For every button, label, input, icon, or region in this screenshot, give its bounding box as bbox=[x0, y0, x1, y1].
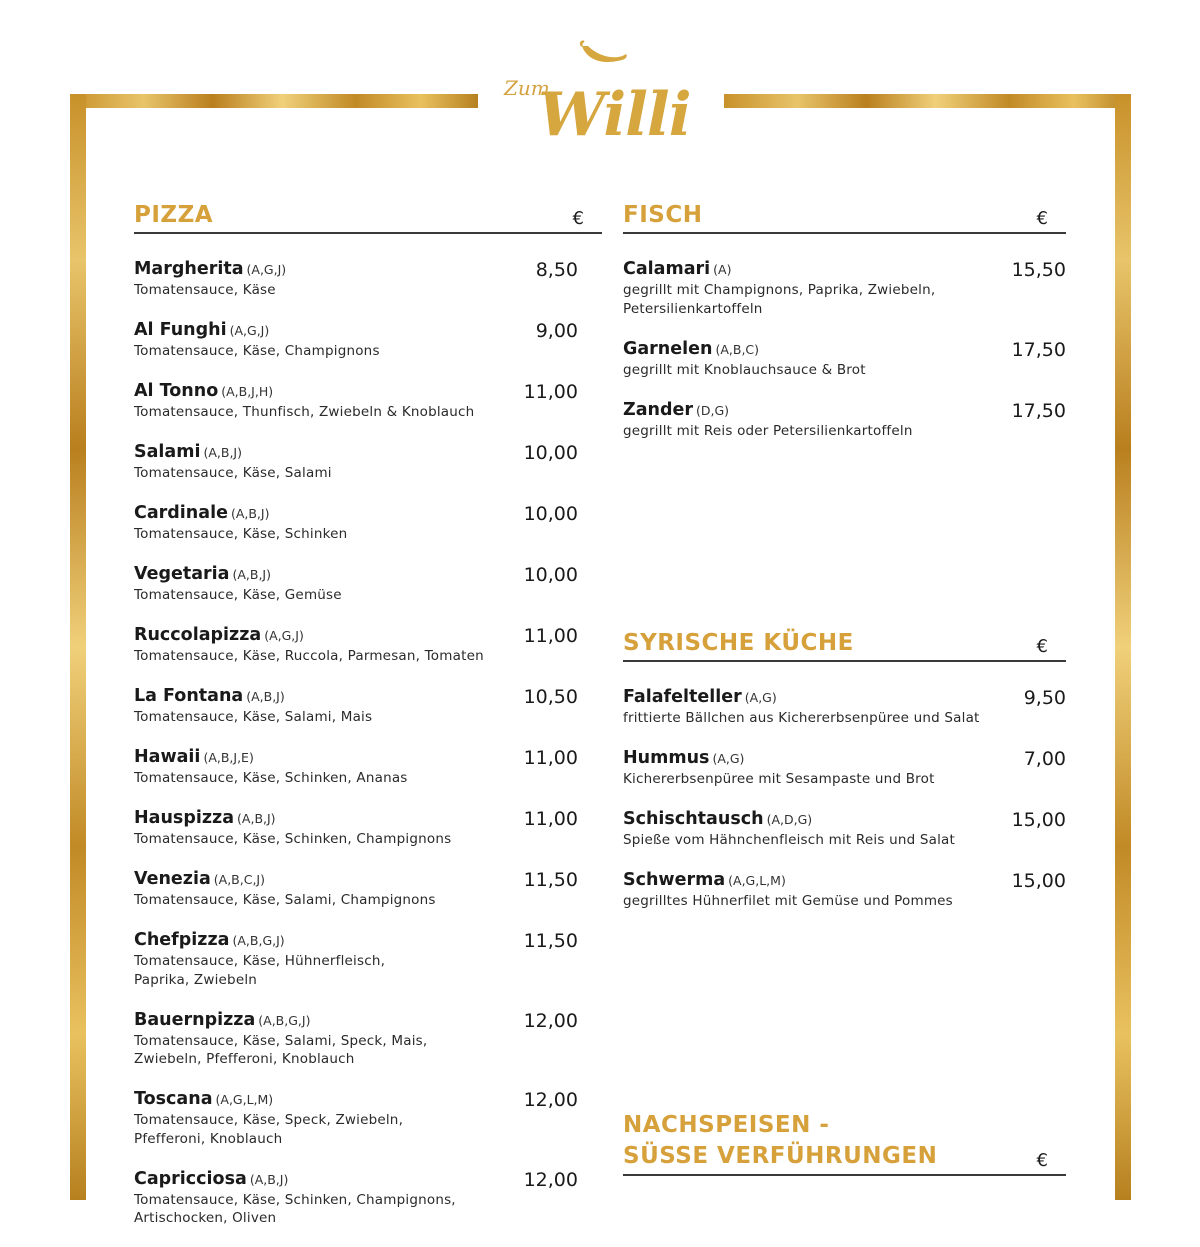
gold-frame-left bbox=[70, 94, 86, 1200]
menu-item bbox=[134, 1009, 578, 1069]
menu-item-name-line bbox=[134, 563, 578, 586]
pizza-title: PIZZA bbox=[134, 202, 214, 228]
nachspeisen-title-line2: SÜSSE VERFÜHRUNGEN bbox=[623, 1143, 938, 1169]
logo-willi-text: Willi bbox=[538, 80, 691, 150]
menu-item-price: 7,00 bbox=[1023, 748, 1066, 770]
gold-frame-top-left bbox=[70, 94, 478, 108]
currency-label: € bbox=[1036, 208, 1048, 229]
nachspeisen-header bbox=[623, 1104, 1066, 1176]
menu-item-price: 10,00 bbox=[523, 503, 578, 525]
menu-item-allergens: (A,G) bbox=[712, 751, 745, 766]
menu-item-allergens: (A,B,C) bbox=[715, 341, 760, 357]
menu-item-name: Calamari bbox=[623, 259, 711, 279]
menu-item-description-2: Pfefferoni, Knoblauch bbox=[134, 1130, 283, 1147]
menu-item-name-line bbox=[134, 807, 578, 830]
menu-item bbox=[623, 258, 1066, 318]
menu-item-allergens: (A,B,G,J) bbox=[258, 1012, 311, 1028]
gold-frame-right bbox=[1115, 94, 1131, 1200]
menu-item-allergens: (A,B,J) bbox=[230, 506, 270, 521]
fisch-header bbox=[623, 196, 1066, 234]
menu-item-description-2: Petersilienkartoffeln bbox=[623, 300, 763, 317]
menu-item-price: 11,00 bbox=[523, 747, 578, 769]
menu-item-description: Tomatensauce, Käse, Schinken bbox=[134, 526, 348, 542]
menu-item-allergens: (A,G,L,M) bbox=[728, 873, 786, 888]
menu-item-name: Zander bbox=[623, 399, 693, 420]
menu-item-price: 9,50 bbox=[1023, 687, 1066, 709]
menu-item bbox=[134, 685, 578, 727]
nachspeisen-title bbox=[623, 1110, 937, 1172]
menu-item-allergens: (A,B,J) bbox=[203, 445, 242, 460]
menu-item-description: frittierte Bällchen aus Kichererbsenpüree und Salat bbox=[623, 710, 980, 726]
currency-label: € bbox=[1036, 636, 1048, 657]
menu-item-name-line bbox=[623, 399, 1066, 422]
menu-item-price: 12,00 bbox=[523, 1009, 578, 1032]
menu-item bbox=[134, 1168, 578, 1228]
menu-item-allergens: (D,G) bbox=[695, 402, 730, 418]
menu-item-description: Spieße vom Hähnchenfleisch mit Reis und Salat bbox=[623, 832, 955, 848]
menu-item bbox=[134, 807, 578, 849]
menu-item-name: Falafelteller bbox=[623, 687, 742, 707]
pizza-section bbox=[134, 196, 584, 1247]
menu-item-price: 12,00 bbox=[523, 1168, 578, 1191]
menu-item-name: Garnelen bbox=[623, 338, 713, 359]
pizza-header bbox=[134, 196, 602, 234]
logo bbox=[480, 40, 720, 160]
menu-item-name: Toscana bbox=[134, 1089, 213, 1109]
menu-item bbox=[134, 258, 578, 300]
menu-item-allergens: (A,B,G,J) bbox=[232, 933, 285, 948]
menu-item-name: La Fontana bbox=[134, 686, 244, 706]
menu-item-price: 11,00 bbox=[523, 381, 578, 403]
menu-item-description: Tomatensauce, Käse, Schinken, Champignons, bbox=[134, 1191, 456, 1208]
currency-label: € bbox=[572, 208, 584, 229]
menu-item-allergens: (A,B,J) bbox=[246, 689, 285, 704]
logo-zum-text: Zum bbox=[504, 76, 550, 100]
menu-item-description: Tomatensauce, Käse, Salami, Champignons bbox=[134, 892, 436, 908]
chili-icon bbox=[578, 40, 630, 70]
menu-item-description-2: Zwiebeln, Pfefferoni, Knoblauch bbox=[134, 1051, 355, 1067]
menu-item bbox=[134, 441, 578, 483]
menu-item-name-line bbox=[623, 808, 1066, 831]
menu-item bbox=[134, 502, 578, 544]
menu-item bbox=[623, 399, 1066, 441]
menu-item-allergens: (A,B,C,J) bbox=[213, 872, 265, 887]
menu-item-description: Tomatensauce, Käse, Champignons bbox=[134, 343, 380, 359]
menu-item-allergens: (A,G,J) bbox=[264, 628, 304, 643]
menu-item-allergens: (A) bbox=[713, 262, 732, 277]
menu-item-name-line bbox=[623, 258, 1066, 281]
menu-item-description: Tomatensauce, Käse, Schinken, Ananas bbox=[134, 770, 408, 786]
menu-item-name-line bbox=[134, 258, 578, 281]
fisch-list bbox=[623, 258, 1066, 440]
menu-item-price: 10,50 bbox=[523, 686, 578, 708]
menu-item-allergens: (A,G,J) bbox=[229, 323, 270, 338]
menu-item-name: Cardinale bbox=[134, 503, 228, 523]
menu-item-name: Capricciosa bbox=[134, 1168, 247, 1189]
menu-item-price: 9,00 bbox=[535, 320, 578, 342]
menu-item-price: 11,00 bbox=[523, 808, 578, 830]
menu-item bbox=[134, 868, 578, 910]
menu-item-description: gegrillt mit Knoblauchsauce & Brot bbox=[623, 361, 866, 378]
menu-item-price: 8,50 bbox=[535, 259, 578, 281]
syrisch-title: SYRISCHE KÜCHE bbox=[623, 630, 854, 656]
menu-item bbox=[134, 1088, 578, 1148]
menu-item-price: 15,50 bbox=[1011, 259, 1066, 281]
menu-item-description: Tomatensauce, Käse, Gemüse bbox=[134, 587, 342, 603]
currency-label: € bbox=[1036, 1150, 1048, 1171]
menu-item-price: 10,00 bbox=[523, 564, 578, 586]
pizza-list bbox=[134, 258, 578, 1228]
menu-item-description: Tomatensauce, Käse, Salami, Mais bbox=[134, 709, 373, 725]
menu-item-description: Tomatensauce, Käse, Salami bbox=[134, 465, 332, 481]
nachspeisen-section bbox=[623, 1104, 1066, 1176]
menu-item-description: Tomatensauce, Käse, Speck, Zwiebeln, bbox=[134, 1112, 404, 1128]
menu-item-name: Venezia bbox=[134, 869, 211, 889]
fisch-section bbox=[623, 196, 1066, 460]
menu-item-description-2: Paprika, Zwiebeln bbox=[134, 971, 258, 988]
menu-item-name: Vegetaria bbox=[134, 564, 230, 584]
menu-item-price: 12,00 bbox=[523, 1089, 578, 1111]
menu-item bbox=[623, 869, 1066, 911]
menu-item-allergens: (A,G) bbox=[744, 690, 777, 705]
menu-item-name-line bbox=[134, 685, 578, 708]
fisch-title: FISCH bbox=[623, 202, 703, 228]
menu-item-allergens: (A,B,J) bbox=[232, 567, 271, 582]
menu-item-description: Tomatensauce, Käse, Hühnerfleisch, bbox=[134, 953, 386, 969]
menu-item-name: Chefpizza bbox=[134, 930, 230, 950]
menu-item-name-line bbox=[134, 380, 578, 403]
gold-frame-top-right bbox=[724, 94, 1131, 108]
menu-item-price: 17,50 bbox=[1011, 338, 1066, 361]
menu-item-description: Tomatensauce, Käse bbox=[134, 282, 276, 298]
menu-item bbox=[134, 380, 578, 422]
menu-item-name: Al Tonno bbox=[134, 381, 219, 401]
menu-item-name-line bbox=[134, 1168, 578, 1191]
menu-item-name: Margherita bbox=[134, 259, 244, 279]
menu-item-price: 11,50 bbox=[523, 930, 578, 952]
menu-item-price: 15,00 bbox=[1011, 870, 1066, 892]
menu-item-name-line bbox=[623, 686, 1066, 709]
menu-item-description: Tomatensauce, Käse, Ruccola, Parmesan, Tomaten bbox=[134, 648, 484, 664]
menu-item-name: Schwerma bbox=[623, 870, 726, 890]
menu-item-allergens: (A,B,J,H) bbox=[221, 384, 274, 399]
menu-item-allergens: (A,B,J) bbox=[249, 1171, 289, 1187]
menu-item-name-line bbox=[134, 624, 578, 647]
menu-item-name: Ruccolapizza bbox=[134, 625, 262, 645]
menu-item-name-line bbox=[134, 868, 578, 891]
menu-item-name: Hummus bbox=[623, 748, 710, 768]
menu-item-name: Salami bbox=[134, 442, 201, 462]
menu-item-name-line bbox=[623, 338, 1066, 361]
menu-item bbox=[623, 808, 1066, 850]
menu-item-name-line bbox=[134, 1088, 578, 1111]
menu-item-price: 17,50 bbox=[1011, 399, 1066, 422]
menu-item-price: 11,50 bbox=[523, 869, 578, 891]
menu-item-description: gegrillt mit Reis oder Petersilienkartoffeln bbox=[623, 422, 913, 439]
menu-item-allergens: (A,B,J) bbox=[237, 811, 276, 826]
menu-item-description: gegrilltes Hühnerfilet mit Gemüse und Pommes bbox=[623, 893, 953, 909]
nachspeisen-title-line1: NACHSPEISEN - bbox=[623, 1112, 830, 1138]
menu-item-name: Al Funghi bbox=[134, 320, 227, 340]
menu-item bbox=[134, 929, 578, 989]
menu-item-description: Tomatensauce, Käse, Salami, Speck, Mais, bbox=[134, 1032, 428, 1049]
menu-item-name-line bbox=[134, 502, 578, 525]
menu-item-name-line bbox=[623, 869, 1066, 892]
menu-item-price: 10,00 bbox=[523, 442, 578, 464]
menu-item-price: 11,00 bbox=[523, 625, 578, 647]
syrisch-section bbox=[623, 624, 1066, 930]
syrisch-list bbox=[623, 686, 1066, 911]
menu-item-allergens: (A,B,J,E) bbox=[203, 750, 254, 765]
menu-item-allergens: (A,G,L,M) bbox=[215, 1092, 274, 1107]
menu-item-description: Tomatensauce, Thunfisch, Zwiebeln & Knoblauch bbox=[134, 404, 475, 420]
menu-item-price: 15,00 bbox=[1011, 809, 1066, 831]
menu-item bbox=[134, 319, 578, 361]
menu-item-name-line bbox=[134, 1009, 578, 1032]
menu-item bbox=[623, 747, 1066, 789]
syrisch-header bbox=[623, 624, 1066, 662]
menu-item-description-2: Artischocken, Oliven bbox=[134, 1210, 277, 1226]
menu-item bbox=[623, 686, 1066, 728]
menu-item-name: Schischtausch bbox=[623, 809, 764, 829]
menu-item-description: Tomatensauce, Käse, Schinken, Champignons bbox=[134, 831, 452, 847]
menu-item-allergens: (A,G,J) bbox=[246, 262, 287, 277]
menu-item-name-line bbox=[623, 747, 1066, 770]
menu-item-name-line bbox=[134, 746, 578, 769]
menu-item-name-line bbox=[134, 441, 578, 464]
menu-item-allergens: (A,D,G) bbox=[766, 812, 813, 827]
menu-item-description: Kichererbsenpüree mit Sesampaste und Brot bbox=[623, 771, 935, 787]
menu-item-name: Hauspizza bbox=[134, 808, 235, 828]
menu-item-name: Bauernpizza bbox=[134, 1009, 256, 1030]
menu-item-description: gegrillt mit Champignons, Paprika, Zwiebeln, bbox=[623, 282, 936, 298]
menu-item bbox=[623, 338, 1066, 380]
menu-item-name-line bbox=[134, 929, 578, 952]
menu-item bbox=[134, 624, 578, 666]
menu-item-name-line bbox=[134, 319, 578, 342]
menu-item bbox=[134, 746, 578, 788]
menu-item-name: Hawaii bbox=[134, 747, 201, 767]
menu-item bbox=[134, 563, 578, 605]
